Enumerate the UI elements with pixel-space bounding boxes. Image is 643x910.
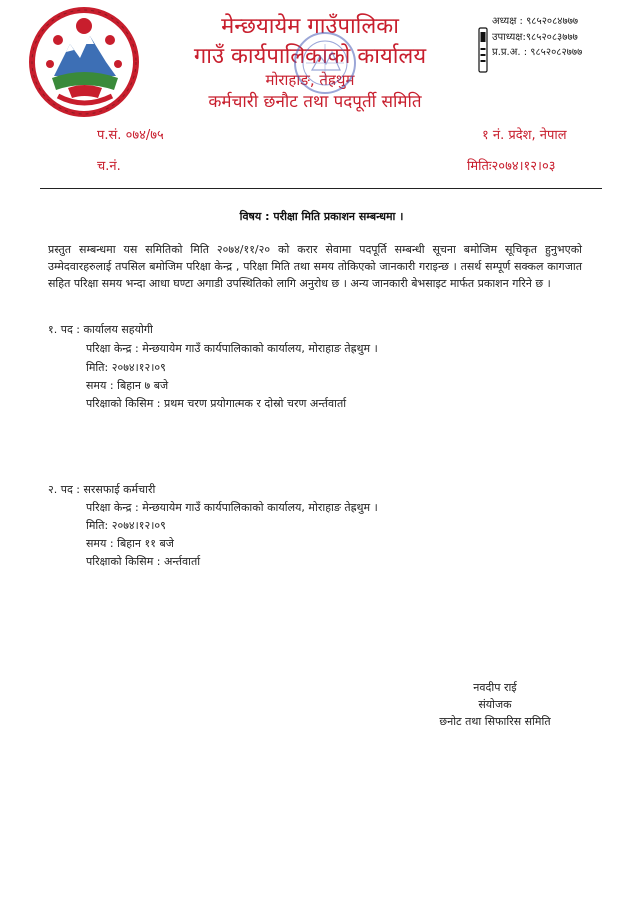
office-seal-stamp	[292, 30, 358, 96]
signatory-role: संयोजक	[478, 698, 512, 711]
province-address: १ नं. प्रदेश, नेपाल	[482, 128, 567, 143]
letter-date: मितिः२०७४।१२।०३	[467, 159, 556, 174]
subject-line: विषय : परीक्षा मिति प्रकाशन सम्बन्धमा ।	[239, 210, 404, 223]
contact-numbers	[492, 14, 582, 61]
reference-number: प.सं. ०७४/७५	[97, 128, 164, 143]
nepal-emblem-logo	[28, 6, 140, 118]
position-2-exam-date: मिति: २०७४।१२।०९	[86, 519, 166, 532]
position-1-title: १. पद : कार्यालय सहयोगी	[48, 323, 153, 336]
position-2-exam-center: परिक्षा केन्द्र : मेन्छयायेम गाउँ कार्यपालिकाको कार्यालय, मोराहाङ तेह्रथुम ।	[86, 501, 378, 514]
office-location: मोराहाङ, तेह्रथुम	[265, 71, 355, 89]
position-2-title: २. पद : सरसफाई कर्मचारी	[48, 483, 156, 496]
position-1-exam-time: समय : बिहान ७ बजे	[86, 379, 169, 392]
position-1-exam-center: परिक्षा केन्द्र : मेन्छयायेम गाउँ कार्यपालिकाको कार्यालय, मोराहाङ तेह्रथुम ।	[86, 342, 378, 355]
header-divider	[40, 188, 602, 189]
position-2-exam-time: समय : बिहान ११ बजे	[86, 537, 174, 550]
committee-name: कर्मचारी छनौट तथा पदपूर्ती समिति	[208, 92, 422, 112]
phone-icon	[478, 26, 488, 74]
position-1-exam-date: मिति: २०७४।१२।०९	[86, 361, 166, 374]
municipality-name: मेन्छयायेम गाउँपालिका	[221, 14, 399, 39]
office-name: गाउँ कार्यपालिकाको कार्यालय	[193, 44, 427, 69]
dispatch-number: च.नं.	[97, 159, 121, 174]
position-1-exam-type: परिक्षाको किसिम : प्रथम चरण प्रयोगात्मक र दोस्रो चरण अर्न्तवार्ता	[86, 397, 347, 410]
signatory-name: नवदीप राई	[473, 681, 517, 694]
contact-cao: प्र.प्र.अ. : ९८५२०८२७७७	[492, 47, 583, 58]
letter-body: प्रस्तुत सम्बन्धमा यस समितिको मिति २०७४/११/२० को करार सेवामा पदपूर्ति सम्बन्धी सूचना बमोजिम सूचिकृत हुनुभएको उम्मेदवारहरुलाई तपसिल बमोजिम परिक्षा केन्द्र , परिक्षा मिति तथा समय तोकिएको जानकारी गराइन्छ । तसर्थ सम्पूर्ण सक्कल कागजात सहित परिक्षा समय भन्दा आधा घण्टा अगाडी उपस्थितिको लागि अनुरोध छ । अन्य जानकारी बेभसाइट मार्फत प्रकाशन गरिने छ ।	[48, 243, 582, 290]
signatory-committee: छनोट तथा सिफारिस समिति	[439, 715, 551, 728]
position-2-exam-type: परिक्षाको किसिम : अर्न्तवार्ता	[86, 555, 201, 568]
contact-vice-chairperson: उपाध्यक्ष:९८५२०८३७७७	[492, 31, 578, 43]
contact-chairperson: अध्यक्ष : ९८५२०८४७७७	[492, 16, 579, 27]
